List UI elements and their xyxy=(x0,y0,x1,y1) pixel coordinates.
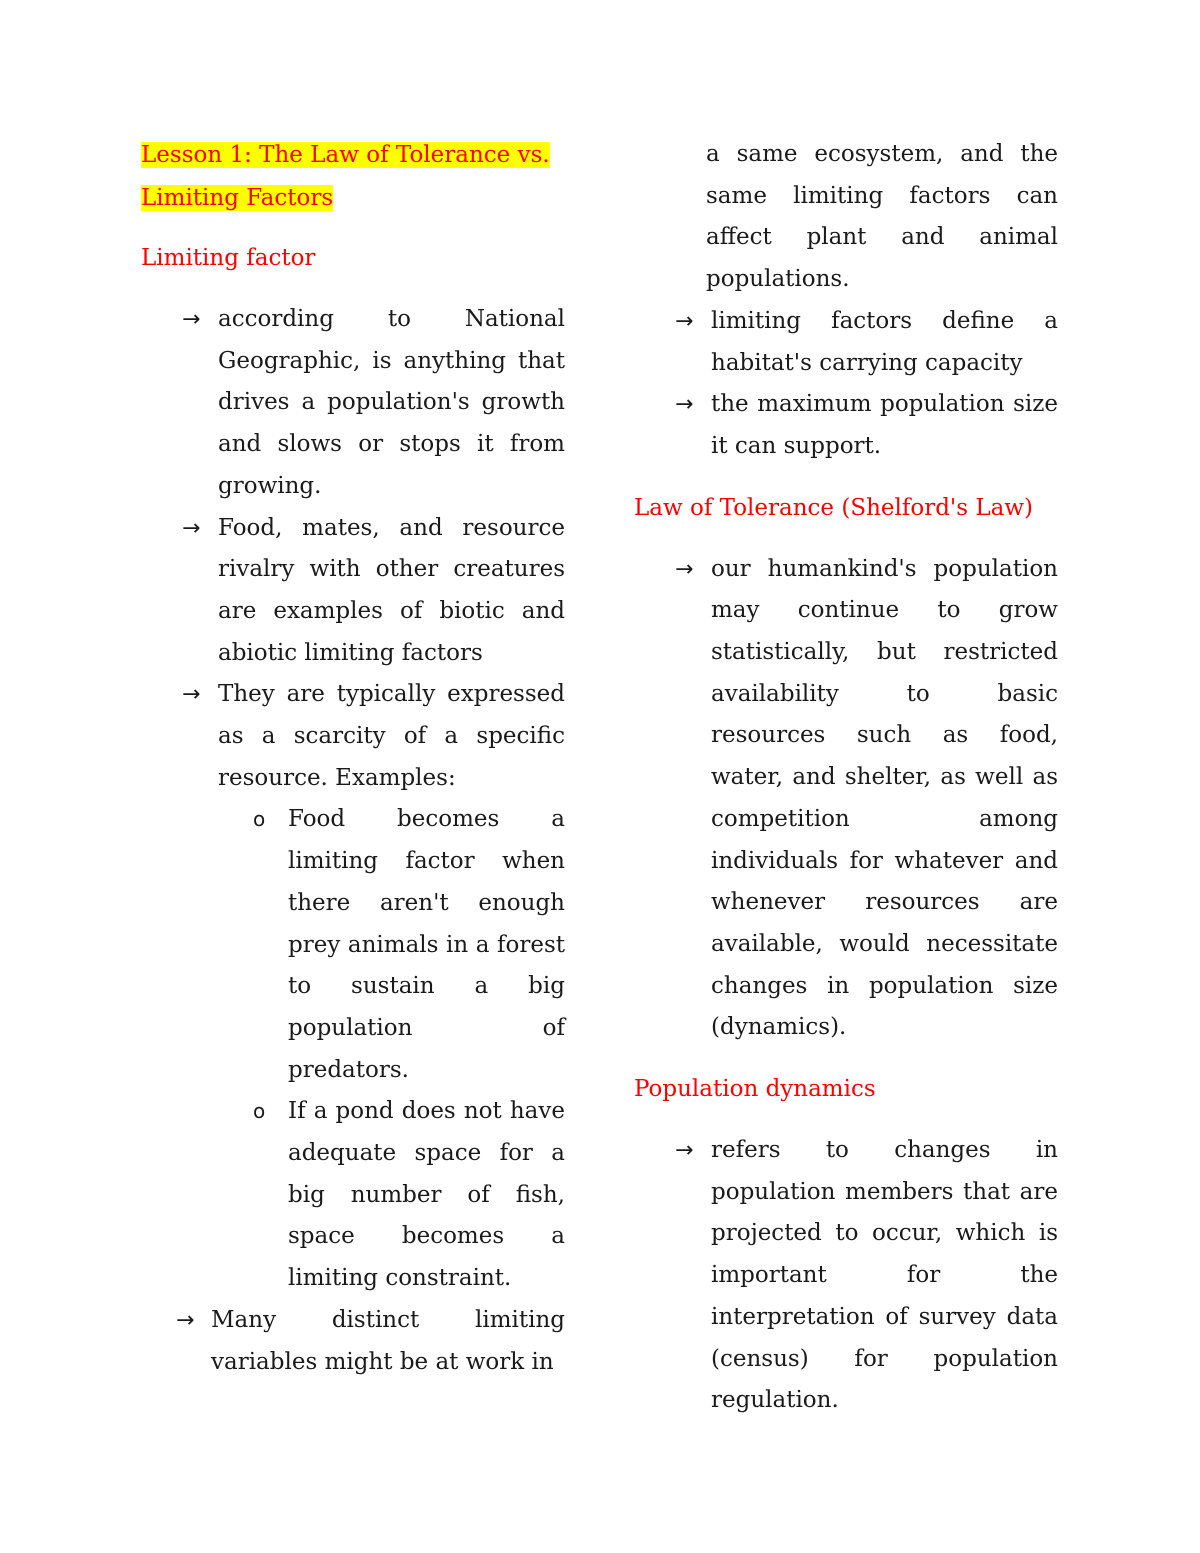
list-item xyxy=(634,384,1058,467)
list-item xyxy=(634,1130,1058,1422)
lesson-title-line1: Lesson 1: The Law of Tolerance vs. xyxy=(141,142,550,168)
limiting-factor-list xyxy=(141,299,565,1383)
bullet-text: according to National Geographic, is anything that drives a population's growth and slows or stops it from growing. xyxy=(218,306,565,499)
left-column xyxy=(141,134,565,1383)
bullet-text: the maximum population size it can support. xyxy=(711,391,1058,459)
circle-bullet-icon: o xyxy=(253,1099,266,1124)
lesson-title-line2: Limiting Factors xyxy=(141,185,334,211)
arrow-icon: → xyxy=(182,682,201,708)
circle-bullet-icon: o xyxy=(253,807,266,832)
list-item xyxy=(634,301,1058,384)
example-text: If a pond does not have adequate space for a big number of fish, space becomes a limiting constraint. xyxy=(288,1098,565,1292)
heading-population-dynamics: Population dynamics xyxy=(634,1076,876,1103)
right-column xyxy=(634,134,1058,1422)
list-item xyxy=(141,1300,565,1383)
arrow-icon: → xyxy=(675,1138,694,1164)
examples-list xyxy=(218,799,565,1299)
list-item xyxy=(141,674,565,1300)
population-dynamics-list xyxy=(634,1130,1058,1422)
arrow-icon: → xyxy=(182,515,201,541)
bullet-text: Food, mates, and resource rivalry with other creatures are examples of biotic and abiotic limiting factors xyxy=(218,514,565,666)
continued-bullet-text: a same ecosystem, and the same limiting factors can affect plant and animal populations. xyxy=(706,141,1058,293)
example-text: Food becomes a limiting factor when there aren't enough prey animals in a forest to sustain a big population of predators. xyxy=(288,806,565,1083)
list-item xyxy=(634,549,1058,1049)
heading-limiting-factor: Limiting factor xyxy=(141,245,316,271)
arrow-icon: → xyxy=(182,307,201,332)
arrow-icon: → xyxy=(675,392,694,418)
lesson-title xyxy=(141,134,565,220)
list-item xyxy=(141,508,565,675)
arrow-icon: → xyxy=(675,308,694,334)
bullet-text: They are typically expressed as a scarcity of a specific resource. Examples: xyxy=(218,681,565,791)
bullet-text: limiting factors define a habitat's carrying capacity xyxy=(711,307,1058,376)
example-item xyxy=(218,1091,565,1300)
list-item xyxy=(141,299,565,508)
example-item xyxy=(218,799,565,1091)
bullet-text: refers to changes in population members that are projected to occur, which is important for the interpretation of survey data (census) for population regulation. xyxy=(711,1137,1058,1414)
law-of-tolerance-list xyxy=(634,549,1058,1049)
carrying-capacity-list xyxy=(634,301,1058,468)
arrow-icon: → xyxy=(176,1307,195,1333)
heading-law-of-tolerance: Law of Tolerance (Shelford's Law) xyxy=(634,494,1034,521)
arrow-icon: → xyxy=(675,556,694,582)
bullet-text: our humankind's population may continue to grow statistically, but restricted availability to basic resources such as food, water, and shelter, as well as competition among individuals for whatever and whenever resources are available, would necessitate changes in population size (dynamics). xyxy=(711,555,1058,1041)
bullet-text: Many distinct limiting variables might be at work in xyxy=(211,1306,565,1375)
